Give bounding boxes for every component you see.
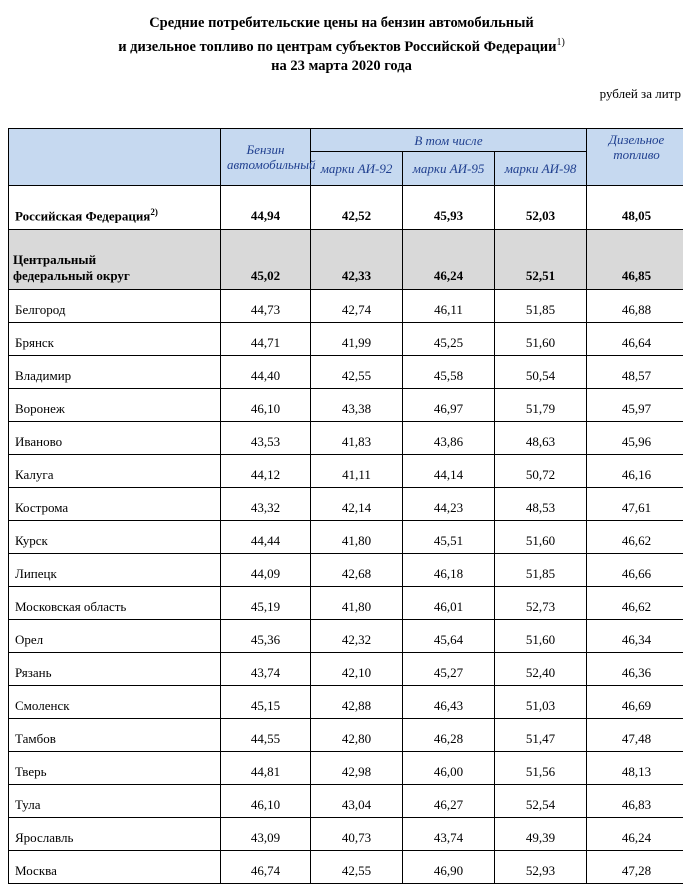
row-name: Москва [9, 851, 221, 884]
row-name: Московская область [9, 587, 221, 620]
cell-ai95: 46,90 [403, 851, 495, 884]
cell-gasoline: 46,10 [221, 785, 311, 818]
row-name: Орел [9, 620, 221, 653]
table-row [9, 323, 683, 356]
header-diesel: Дизельное топливо [587, 129, 683, 186]
cell-gasoline: 45,15 [221, 686, 311, 719]
cell-diesel: 46,34 [587, 620, 683, 653]
cell-ai92: 42,55 [311, 356, 403, 389]
header-ai95: марки АИ-95 [403, 152, 495, 186]
cell-ai92: 42,33 [311, 230, 403, 290]
cell-diesel: 47,48 [587, 719, 683, 752]
table-row [9, 620, 683, 653]
fuel-prices-table [8, 128, 683, 884]
row-name: Липецк [9, 554, 221, 587]
row-name: Тула [9, 785, 221, 818]
cell-ai98: 51,60 [495, 620, 587, 653]
cell-ai92: 42,98 [311, 752, 403, 785]
row-name: Калуга [9, 455, 221, 488]
table-row-russian-federation [9, 186, 683, 230]
cell-ai98: 52,73 [495, 587, 587, 620]
cell-ai98: 51,60 [495, 521, 587, 554]
row-name: Смоленск [9, 686, 221, 719]
row-name [9, 230, 221, 290]
header-including: В том числе [311, 129, 587, 152]
cell-ai92: 43,38 [311, 389, 403, 422]
cell-ai92: 40,73 [311, 818, 403, 851]
table-row [9, 587, 683, 620]
cell-ai95: 45,64 [403, 620, 495, 653]
cell-gasoline: 43,74 [221, 653, 311, 686]
rf-name: Российская Федерация [15, 208, 150, 223]
table-row [9, 389, 683, 422]
cell-gasoline: 46,10 [221, 389, 311, 422]
cell-diesel: 46,85 [587, 230, 683, 290]
cell-ai92: 42,74 [311, 290, 403, 323]
cell-diesel: 48,05 [587, 186, 683, 230]
cell-ai92: 41,80 [311, 521, 403, 554]
table-row [9, 356, 683, 389]
cell-ai98: 52,40 [495, 653, 587, 686]
cell-ai92: 41,80 [311, 587, 403, 620]
cell-diesel: 47,28 [587, 851, 683, 884]
row-name: Воронеж [9, 389, 221, 422]
cell-diesel: 45,97 [587, 389, 683, 422]
cell-ai98: 48,53 [495, 488, 587, 521]
row-name: Белгород [9, 290, 221, 323]
cell-ai95: 45,27 [403, 653, 495, 686]
table-row [9, 686, 683, 719]
row-name: Владимир [9, 356, 221, 389]
row-name: Курск [9, 521, 221, 554]
cell-gasoline: 44,40 [221, 356, 311, 389]
cell-gasoline: 44,12 [221, 455, 311, 488]
row-name: Ярославль [9, 818, 221, 851]
table-row [9, 521, 683, 554]
table-row [9, 653, 683, 686]
cell-ai92: 42,80 [311, 719, 403, 752]
cell-gasoline: 43,09 [221, 818, 311, 851]
cell-ai92: 43,04 [311, 785, 403, 818]
row-name: Рязань [9, 653, 221, 686]
cell-diesel: 46,36 [587, 653, 683, 686]
table-row [9, 851, 683, 884]
cell-ai92: 42,68 [311, 554, 403, 587]
cell-diesel: 46,62 [587, 521, 683, 554]
cell-ai92: 42,14 [311, 488, 403, 521]
cell-ai98: 52,93 [495, 851, 587, 884]
cell-gasoline: 44,73 [221, 290, 311, 323]
row-name: Кострома [9, 488, 221, 521]
title-line-1: Средние потребительские цены на бензин автомобильный [0, 14, 683, 33]
cell-diesel: 46,62 [587, 587, 683, 620]
cell-ai98: 52,03 [495, 186, 587, 230]
cell-diesel: 46,83 [587, 785, 683, 818]
cell-diesel: 45,96 [587, 422, 683, 455]
row-name: Тверь [9, 752, 221, 785]
cell-ai92: 41,11 [311, 455, 403, 488]
cell-ai92: 42,32 [311, 620, 403, 653]
cell-ai95: 44,23 [403, 488, 495, 521]
cell-ai92: 42,88 [311, 686, 403, 719]
cell-ai92: 42,55 [311, 851, 403, 884]
cell-gasoline: 44,55 [221, 719, 311, 752]
table-row [9, 488, 683, 521]
header-ai92: марки АИ-92 [311, 152, 403, 186]
table-row [9, 290, 683, 323]
cell-diesel: 48,57 [587, 356, 683, 389]
cell-ai95: 45,58 [403, 356, 495, 389]
cell-ai98: 49,39 [495, 818, 587, 851]
header-gasoline: Бензин автомобильный [221, 129, 311, 186]
cell-ai95: 43,74 [403, 818, 495, 851]
cell-ai95: 46,01 [403, 587, 495, 620]
cell-ai98: 51,47 [495, 719, 587, 752]
cell-ai92: 41,99 [311, 323, 403, 356]
cell-ai98: 51,79 [495, 389, 587, 422]
cell-gasoline: 46,74 [221, 851, 311, 884]
cell-ai95: 46,24 [403, 230, 495, 290]
header-ai98: марки АИ-98 [495, 152, 587, 186]
cfo-name-line-2: федеральный округ [13, 268, 214, 284]
cell-diesel: 46,16 [587, 455, 683, 488]
cell-diesel: 47,61 [587, 488, 683, 521]
cell-ai95: 46,11 [403, 290, 495, 323]
row-name [9, 186, 221, 230]
cell-ai98: 50,72 [495, 455, 587, 488]
rf-footnote: 2) [150, 207, 158, 217]
table-row [9, 554, 683, 587]
cell-gasoline: 44,81 [221, 752, 311, 785]
cell-gasoline: 45,19 [221, 587, 311, 620]
cell-diesel: 46,88 [587, 290, 683, 323]
title-line-2-text: и дизельное топливо по центрам субъектов Российской Федерации [118, 39, 556, 55]
cell-diesel: 46,66 [587, 554, 683, 587]
cfo-name-line-1: Центральный [13, 252, 214, 268]
cell-ai98: 51,03 [495, 686, 587, 719]
cell-ai95: 46,97 [403, 389, 495, 422]
cell-gasoline: 44,94 [221, 186, 311, 230]
cell-ai98: 52,54 [495, 785, 587, 818]
cell-ai95: 46,18 [403, 554, 495, 587]
cell-ai95: 46,27 [403, 785, 495, 818]
cell-ai95: 45,25 [403, 323, 495, 356]
table-row [9, 455, 683, 488]
document-title [0, 14, 683, 76]
cell-ai98: 50,54 [495, 356, 587, 389]
cell-ai98: 48,63 [495, 422, 587, 455]
cell-gasoline: 44,44 [221, 521, 311, 554]
cell-ai92: 42,10 [311, 653, 403, 686]
title-line-2 [0, 33, 683, 57]
row-name: Иваново [9, 422, 221, 455]
header-region-blank [9, 129, 221, 186]
row-name: Тамбов [9, 719, 221, 752]
cell-diesel: 48,13 [587, 752, 683, 785]
cell-diesel: 46,24 [587, 818, 683, 851]
cell-ai95: 43,86 [403, 422, 495, 455]
cell-gasoline: 43,32 [221, 488, 311, 521]
cell-ai98: 51,85 [495, 290, 587, 323]
cell-ai98: 52,51 [495, 230, 587, 290]
cell-ai98: 51,60 [495, 323, 587, 356]
cell-diesel: 46,69 [587, 686, 683, 719]
units-label: рублей за литр [600, 86, 681, 102]
cell-ai95: 46,00 [403, 752, 495, 785]
table-row [9, 719, 683, 752]
cell-ai95: 45,93 [403, 186, 495, 230]
title-line-3: на 23 марта 2020 года [0, 57, 683, 76]
cell-gasoline: 44,09 [221, 554, 311, 587]
cell-gasoline: 43,53 [221, 422, 311, 455]
row-name: Брянск [9, 323, 221, 356]
title-footnote-1: 1) [556, 37, 564, 48]
cell-gasoline: 44,71 [221, 323, 311, 356]
cell-ai95: 45,51 [403, 521, 495, 554]
cell-ai95: 46,43 [403, 686, 495, 719]
cell-ai98: 51,56 [495, 752, 587, 785]
table-row [9, 752, 683, 785]
cell-ai95: 44,14 [403, 455, 495, 488]
cell-ai92: 41,83 [311, 422, 403, 455]
cell-ai92: 42,52 [311, 186, 403, 230]
cell-ai95: 46,28 [403, 719, 495, 752]
cell-ai98: 51,85 [495, 554, 587, 587]
table-row-central-district [9, 230, 683, 290]
table-row [9, 818, 683, 851]
cell-gasoline: 45,36 [221, 620, 311, 653]
cell-diesel: 46,64 [587, 323, 683, 356]
table-row [9, 785, 683, 818]
cell-gasoline: 45,02 [221, 230, 311, 290]
table-row [9, 422, 683, 455]
